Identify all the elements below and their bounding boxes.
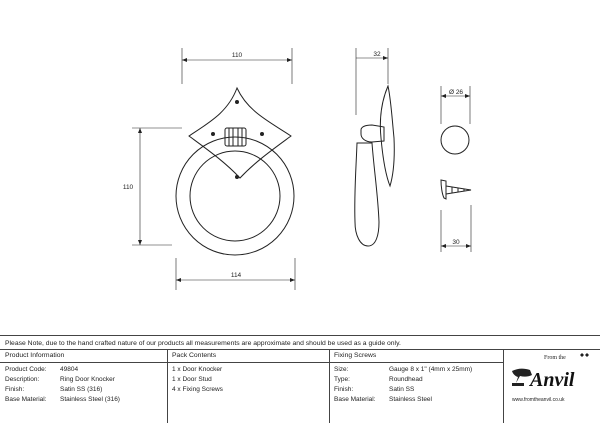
pack-item: 1 x Door Knocker xyxy=(172,366,223,373)
anvil-icon xyxy=(512,369,532,386)
screw-material-label: Base Material: xyxy=(334,396,376,403)
product-code-value: 49804 xyxy=(60,366,79,373)
dimension-ring-width: 114 xyxy=(230,272,242,279)
screw-finish-value: Satin SS xyxy=(389,386,415,393)
dimension-width-front: 110 xyxy=(231,52,243,59)
logo-brand: Anvil xyxy=(530,369,575,391)
base-material-label: Base Material: xyxy=(5,396,47,403)
screw-type-label: Type: xyxy=(334,376,350,383)
finish-label: Finish: xyxy=(5,386,25,393)
screw-size-label: Size: xyxy=(334,366,349,373)
pack-contents-title: Pack Contents xyxy=(172,352,217,359)
product-code-label: Product Code: xyxy=(5,366,47,373)
description-value: Ring Door Knocker xyxy=(60,376,115,383)
dimension-side-depth: 32 xyxy=(373,51,381,58)
side-backplate xyxy=(380,86,394,186)
backplate-outline xyxy=(189,88,291,178)
fixing-screws-title: Fixing Screws xyxy=(334,352,377,359)
logo-from-the: From the xyxy=(544,355,566,361)
screw-size-value: Gauge 8 x 1" (4mm x 25mm) xyxy=(389,366,473,373)
side-ring xyxy=(355,143,379,246)
logo-url: www.fromtheanvil.co.uk xyxy=(512,397,565,403)
dimension-height-front: 110 xyxy=(122,184,134,191)
screw-side-view xyxy=(441,180,446,199)
ring-outer xyxy=(176,137,294,255)
description-label: Description: xyxy=(5,376,40,383)
disclaimer-note: Please Note, due to the hand crafted nature of our products all measurements are approximate and should be used as a guide only. xyxy=(5,340,401,347)
pack-item: 1 x Door Stud xyxy=(172,376,212,383)
base-material-value: Stainless Steel (316) xyxy=(60,396,120,403)
screw-finish-label: Finish: xyxy=(334,386,354,393)
screw-type-value: Roundhead xyxy=(389,376,423,383)
screw-head-top-view xyxy=(441,126,469,154)
dimension-screw-length: 30 xyxy=(452,239,460,246)
from-the-anvil-logo xyxy=(508,349,596,411)
finish-value: Satin SS (316) xyxy=(60,386,103,393)
ring-inner xyxy=(190,151,280,241)
pack-item: 4 x Fixing Screws xyxy=(172,386,223,393)
dimension-screw-head: Ø 26 xyxy=(448,89,464,96)
product-info-title: Product Information xyxy=(5,352,65,359)
screw-material-value: Stainless Steel xyxy=(389,396,432,403)
